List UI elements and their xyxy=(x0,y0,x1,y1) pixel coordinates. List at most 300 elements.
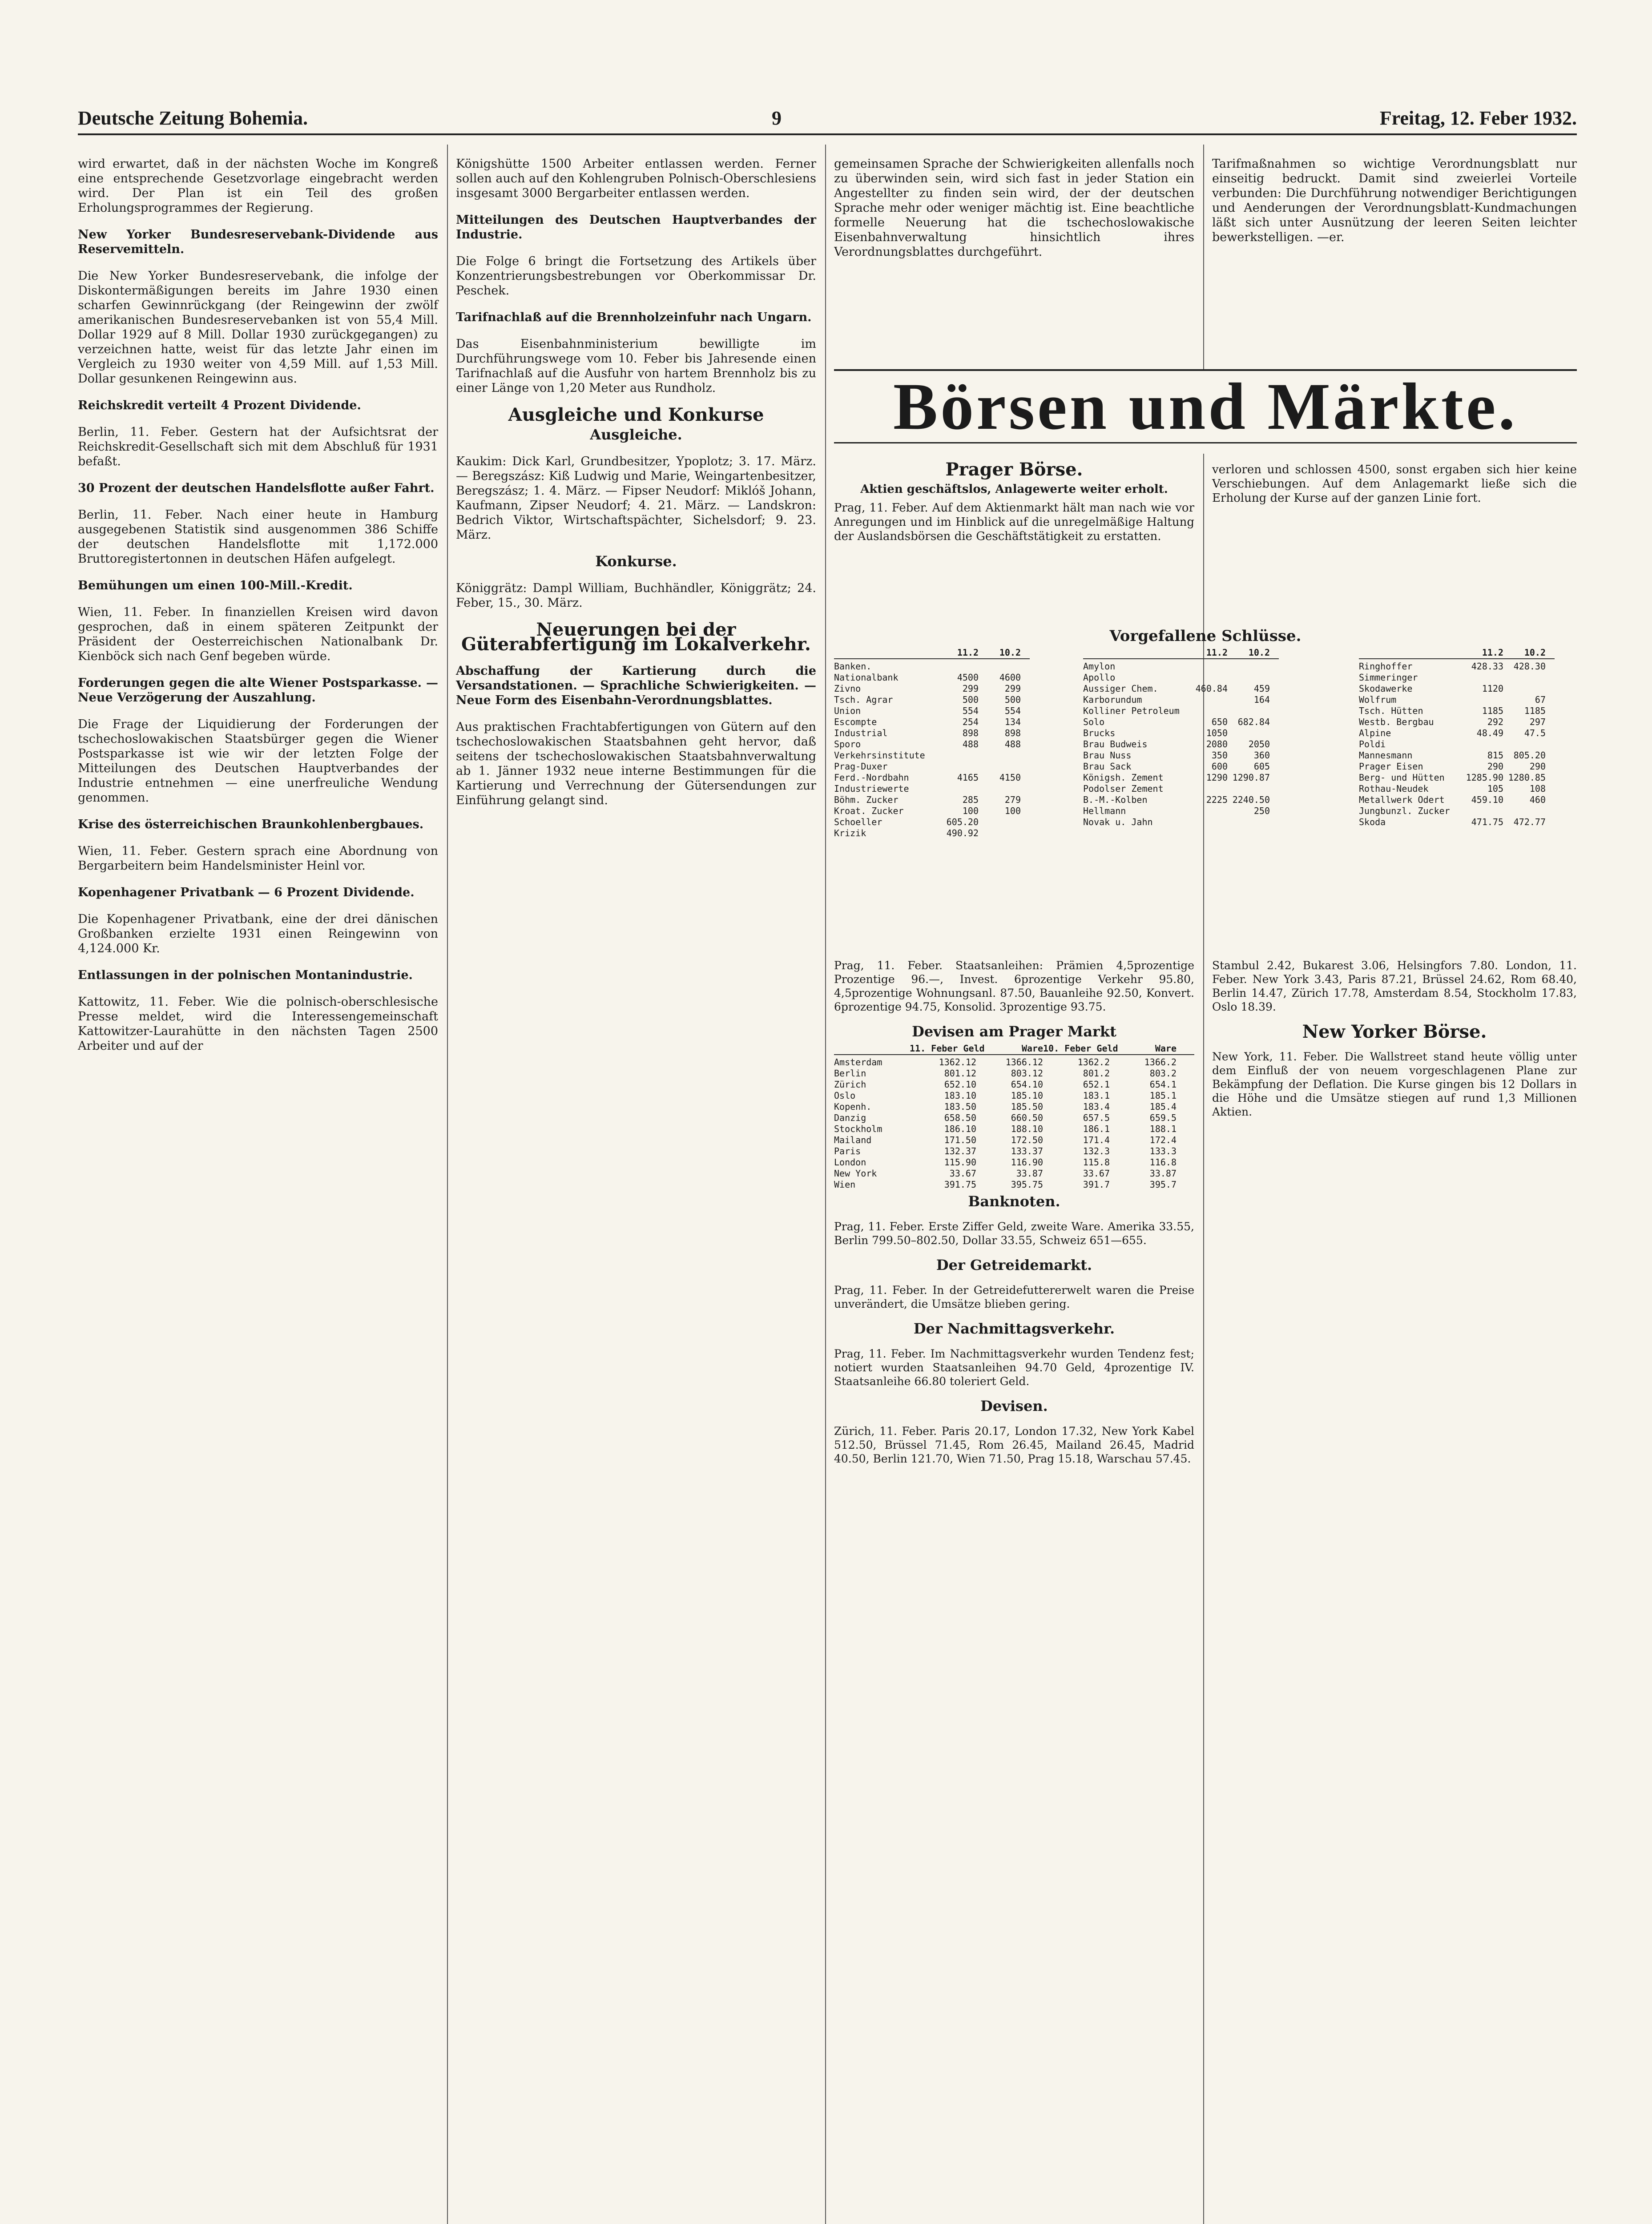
rate-cell: 188.1 xyxy=(1149,1124,1177,1134)
currency-name: Paris xyxy=(834,1146,861,1156)
price-cell: 1185 xyxy=(1482,705,1503,716)
column-3-lower xyxy=(834,947,1194,1477)
currency-name: Oslo xyxy=(834,1090,856,1101)
table-row xyxy=(834,806,1030,817)
price-cell xyxy=(1228,661,1270,672)
table-header: 11.2 10.2 xyxy=(1359,647,1555,659)
price-cell: 460.84 xyxy=(1195,683,1228,694)
rate-cell: 391.75 xyxy=(944,1179,976,1190)
currency-name: Amsterdam xyxy=(834,1057,882,1068)
table-row xyxy=(834,761,1030,772)
table-row xyxy=(1083,806,1279,817)
grain-market-text: Prag, 11. Feber. In der Getreidefuttererwelt waren die Preise unverändert, die Umsätze blieben gering. xyxy=(834,1284,1194,1310)
currency-row xyxy=(834,1112,1194,1124)
price-cell xyxy=(1185,817,1228,828)
subsection-heading: Konkurse. xyxy=(595,553,677,570)
table-body xyxy=(834,661,1030,839)
security-name: Königsh. Zement xyxy=(1083,772,1164,783)
newspaper-page xyxy=(78,107,1577,2224)
price-cell: 292 xyxy=(1487,717,1503,727)
table-row xyxy=(834,739,1030,750)
currency-table xyxy=(834,1043,1194,1190)
price-cell: 279 xyxy=(1004,794,1021,805)
closing-prices-title: Vorgefallene Schlüsse. xyxy=(1109,627,1301,645)
table-row xyxy=(1083,772,1279,783)
article-heading: Reichskredit verteilt 4 Prozent Dividende. xyxy=(78,399,361,412)
security-name: Jungbunzl. Zucker xyxy=(1359,806,1450,816)
table-row xyxy=(834,794,1030,806)
rate-cell: 33.87 xyxy=(1016,1168,1043,1179)
price-cell: 290 xyxy=(1487,761,1503,772)
price-cell xyxy=(1503,683,1546,694)
table-row xyxy=(834,717,1030,728)
price-cell xyxy=(1185,705,1228,717)
afternoon-trading-title: Der Nachmittagsverkehr. xyxy=(913,1320,1115,1337)
security-name: Banken. xyxy=(834,661,872,672)
table-row xyxy=(1359,772,1555,783)
prague-exchange-report xyxy=(834,459,1194,544)
security-name: Schoeller xyxy=(834,817,882,827)
price-cell: 67 xyxy=(1535,694,1546,705)
article-text: wird erwartet, daß in der nächsten Woche im Kongreß eine entsprechende Gesetzvorlage eingebracht werden wird. Der Plan ist ein Teil des großen Erholungsprogrammes der Regierung. xyxy=(78,157,438,215)
security-name: Skodawerke xyxy=(1359,683,1413,694)
price-cell: 290 xyxy=(1529,761,1546,772)
rate-cell: 33.67 xyxy=(949,1168,976,1179)
article-heading: Krise des österreichischen Braunkohlenbergbaues. xyxy=(78,818,424,831)
security-name: Metallwerk Odert xyxy=(1359,794,1445,805)
section-heading: Ausgleiche und Konkurse xyxy=(508,404,764,425)
table-row xyxy=(1083,705,1279,717)
price-cell xyxy=(979,750,1021,761)
table-row xyxy=(834,828,1030,839)
article-text: Die Kopenhagener Privatbank, eine der drei dänischen Großbanken erzielte 1931 einen Reingewinn von 4,124.000 Kr. xyxy=(78,912,438,955)
price-cell: 1280.85 xyxy=(1508,772,1546,783)
rate-cell: 654.1 xyxy=(1149,1079,1177,1090)
price-cell: 299 xyxy=(962,683,979,694)
banknotes-text: Prag, 11. Feber. Erste Ziffer Geld, zweite Ware. Amerika 33.55, Berlin 799.50–802.50, Dollar 33.55, Schweiz 651—655. xyxy=(834,1220,1194,1247)
new-york-exchange-title: New Yorker Börse. xyxy=(1302,1021,1487,1042)
article-text: Berlin, 11. Feber. Gestern hat der Aufsichtsrat der Reichskredit-Gesellschaft sich mit dem Abschluß für 1931 befaßt. xyxy=(78,425,438,468)
security-name: Brau Budweis xyxy=(1083,739,1148,749)
price-cell: 48.49 xyxy=(1476,728,1503,738)
security-name: Böhm. Zucker xyxy=(834,794,899,805)
security-name: Apollo xyxy=(1083,672,1116,683)
price-cell: 285 xyxy=(962,794,979,805)
price-cell: 682.84 xyxy=(1237,717,1270,727)
security-name: Brau Nuss xyxy=(1083,750,1132,761)
price-cell: 108 xyxy=(1529,783,1546,794)
price-cell: 2240.50 xyxy=(1232,794,1270,805)
currency-name: Wien xyxy=(834,1179,856,1190)
rate-cell: 183.4 xyxy=(1083,1101,1110,1112)
price-cell: 898 xyxy=(962,728,979,738)
security-name: Verkehrsinstitute xyxy=(834,750,925,761)
security-name: Rothau-Neudek xyxy=(1359,783,1429,794)
price-cell: 471.75 xyxy=(1471,817,1503,827)
column-4-lower xyxy=(1212,947,1577,1130)
article-heading: Mitteilungen des Deutschen Hauptverbandes der Industrie. xyxy=(456,213,816,242)
rate-cell: 33.87 xyxy=(1149,1168,1177,1179)
table-row xyxy=(1083,728,1279,739)
price-cell: 650 xyxy=(1211,717,1228,727)
price-cell: 805.20 xyxy=(1513,750,1546,761)
currency-table-title: Devisen am Prager Markt xyxy=(912,1023,1116,1040)
security-name: Industriewerte xyxy=(834,783,909,794)
article-text: Wien, 11. Feber. Gestern sprach eine Abordnung von Bergarbeitern beim Handelsminister Heinl vor. xyxy=(78,844,438,873)
rate-cell: 1362.2 xyxy=(1077,1057,1110,1068)
article-heading: Tarifnachlaß auf die Brennholzeinfuhr nach Ungarn. xyxy=(456,310,812,324)
page-header xyxy=(78,107,1577,135)
table-row xyxy=(1359,661,1555,672)
rate-cell: 185.4 xyxy=(1149,1101,1177,1112)
security-name: Tsch. Agrar xyxy=(834,694,893,705)
price-cell: 4150 xyxy=(999,772,1021,783)
price-cell: 299 xyxy=(1004,683,1021,694)
price-cell xyxy=(979,761,1021,772)
currency-table-header xyxy=(834,1043,1194,1055)
currency-row xyxy=(834,1124,1194,1135)
currency-row xyxy=(834,1146,1194,1157)
table-row xyxy=(1359,694,1555,705)
bonds-report: Prag, 11. Feber. Staatsanleihen: Prämien 4,5prozentige Prozentige 96.—, Invest. 6prozentige Verkehr 95.80, 4,5prozentige Wohnungsanl. 87.50, Bauanleihe 92.50, Konvert. 6prozentige 94.75, Konsolid. 3prozentige 93.75. xyxy=(834,959,1194,1013)
rate-cell: 132.37 xyxy=(944,1146,976,1156)
table-row xyxy=(1359,817,1555,828)
rate-cell: 183.10 xyxy=(944,1090,976,1101)
price-cell xyxy=(1461,672,1503,683)
table-row xyxy=(834,750,1030,761)
rate-cell: 33.67 xyxy=(1083,1168,1110,1179)
security-name: Kroat. Zucker xyxy=(834,806,904,816)
security-name: Union xyxy=(834,705,861,716)
price-table-3 xyxy=(1359,647,1555,828)
rate-cell: 133.3 xyxy=(1149,1146,1177,1156)
report-title: Prager Börse. xyxy=(945,459,1083,480)
rate-cell: 133.37 xyxy=(1011,1146,1043,1156)
security-name: Aussiger Chem. xyxy=(1083,683,1158,694)
article-text: Königgrätz: Dampl William, Buchhändler, Königgrätz; 24. Feber, 15., 30. März. xyxy=(456,581,816,610)
table-row xyxy=(1083,739,1279,750)
column-rule xyxy=(1203,145,1204,369)
rate-cell: 803.12 xyxy=(1011,1068,1043,1079)
price-cell: 100 xyxy=(962,806,979,816)
currency-name: Danzig xyxy=(834,1112,866,1123)
price-cell xyxy=(979,817,1021,828)
security-name: Sporo xyxy=(834,739,861,749)
price-cell: 2080 xyxy=(1206,739,1228,749)
price-cell xyxy=(1228,728,1270,739)
rate-cell: 183.50 xyxy=(944,1101,976,1112)
table-row xyxy=(1359,728,1555,739)
price-cell: 1120 xyxy=(1482,683,1503,694)
currency-name: Zürich xyxy=(834,1079,866,1090)
price-cell: 134 xyxy=(1004,717,1021,727)
column-2 xyxy=(456,145,816,820)
currency-name: Berlin xyxy=(834,1068,866,1079)
rate-cell: 1362.12 xyxy=(939,1057,976,1068)
security-name: Industrial xyxy=(834,728,888,738)
price-cell xyxy=(1228,672,1270,683)
column-4-top xyxy=(1212,145,1577,358)
price-cell xyxy=(979,828,1021,839)
security-name: Poldi xyxy=(1359,739,1386,749)
table-body xyxy=(1359,661,1555,828)
price-cell: 100 xyxy=(1004,806,1021,816)
article-heading: 30 Prozent der deutschen Handelsflotte außer Fahrt. xyxy=(78,481,435,495)
price-cell: 488 xyxy=(1004,739,1021,749)
article-text: Aus praktischen Frachtabfertigungen von Gütern auf den tschechoslowakischen Staatsbahnen geht hervor, daß seitens der tschechoslowakischen Staatsbahnverwaltung ab 1. Jänner 1932 neue interne Bestimmungen für die Kartierung und Verrechnung der Gütersendungen zur Einführung gelangt sind. xyxy=(456,720,816,807)
price-cell: 250 xyxy=(1253,806,1270,816)
table-row xyxy=(1083,694,1279,705)
article-text: Das Eisenbahnministerium bewilligte im Durchführungswege vom 10. Feber bis Jahresende einen Tarifnachlaß auf die Ausfuhr von hartem Brennholz bis zu einer Länge von 1,20 Meter aus Rundholz. xyxy=(456,337,816,395)
table-row xyxy=(1083,661,1279,672)
price-cell: 815 xyxy=(1487,750,1503,761)
article-text: Kaukim: Dick Karl, Grundbesitzer, Ypoplotz; 3. 17. März. — Beregszász: Kiß Ludwig und Marie, Weingartenbesitzer, Beregszász; 1. 4. März. — Fipser Neudorf: Miklóš Johann, Kaufmann, Zipser Neudorf; 4. 21. März. — Landskron: Bedrich Viktor, Wirtschaftspächter, Sichelsdorf; 9. 23. März. xyxy=(456,455,816,542)
rate-cell: 395.7 xyxy=(1149,1179,1177,1190)
security-name: Simmeringer xyxy=(1359,672,1418,683)
article-heading: Forderungen gegen die alte Wiener Postsparkasse. — Neue Verzögerung der Auszahlung. xyxy=(78,676,438,705)
table-row xyxy=(834,772,1030,783)
markets-section-title: Börsen und Märkte. xyxy=(834,369,1577,443)
article-text: verloren und schlossen 4500, sonst ergaben sich hier keine Verschiebungen. Auf dem Anlagemarkt ließe sich die Erholung der Kurse auf der ganzen Linie fort. xyxy=(1212,463,1577,505)
rate-cell: 803.2 xyxy=(1149,1068,1177,1079)
currency-row xyxy=(834,1157,1194,1168)
price-cell: 350 xyxy=(1211,750,1228,761)
table-header: 11.2 10.2 xyxy=(1083,647,1279,659)
table-row xyxy=(1083,761,1279,772)
price-cell: 459.10 xyxy=(1471,794,1503,805)
table-row xyxy=(834,694,1030,705)
security-name: Nationalbank xyxy=(834,672,899,683)
price-cell: 1050 xyxy=(1206,728,1228,738)
column-header xyxy=(834,1043,910,1054)
currency-row xyxy=(834,1179,1194,1190)
price-cell xyxy=(1503,806,1546,817)
article-text: Die New Yorker Bundesreservebank, die infolge der Diskontermäßigungen bereits im Jahre 1930 einen scharfen Gewinnrückgang (der Reingewinn der zwölf amerikanischen Bundesreservebanken ist von 55,4 Mill. Dollar 1929 auf 8 Mill. Dollar 1930 zurückgegangen) zu verzeichnen hatte, weist für das letzte Jahr einen im Vergleich zu 1930 weiter von 4,59 Mill. auf 1,53 Mill. Dollar gesunkenen Reingewinn aus. xyxy=(78,269,438,386)
price-cell: 254 xyxy=(962,717,979,727)
currency-name: London xyxy=(834,1157,866,1168)
price-cell xyxy=(1185,672,1228,683)
table-row xyxy=(1083,672,1279,683)
currency-table-body xyxy=(834,1057,1194,1190)
rate-cell: 1366.12 xyxy=(1005,1057,1043,1068)
section-heading: Neuerungen bei der Güterabfertigung im Lokalverkehr. xyxy=(461,619,811,655)
table-row xyxy=(834,672,1030,683)
foreign-exchange-text: Zürich, 11. Feber. Paris 20.17, London 17.32, New York Kabel 512.50, Brüssel 71.45, Rom 26.45, Mailand 26.45, Madrid 40.50, Berlin 121.70, Wien 71.50, Prag 15.18, Warschau 57.45. xyxy=(834,1425,1194,1465)
column-1 xyxy=(78,145,438,1065)
price-cell: 4165 xyxy=(957,772,979,783)
column-header: Ware xyxy=(1155,1043,1177,1054)
price-cell: 2050 xyxy=(1248,739,1270,749)
price-cell: 360 xyxy=(1253,750,1270,761)
price-cell: 898 xyxy=(1004,728,1021,738)
rate-cell: 1366.2 xyxy=(1144,1057,1177,1068)
column-header: 11. Feber Geld xyxy=(910,1043,985,1054)
currency-row xyxy=(834,1079,1194,1090)
table-body xyxy=(1083,661,1279,828)
table-row xyxy=(1359,705,1555,717)
security-name: Skoda xyxy=(1359,817,1386,827)
rate-cell: 116.8 xyxy=(1149,1157,1177,1168)
article-heading: Kopenhagener Privatbank — 6 Prozent Dividende. xyxy=(78,886,415,899)
foreign-exchange-report: Stambul 2.42, Bukarest 3.06, Helsingfors 7.80. London, 11. Feber. New York 3.43, Paris 87.21, Brüssel 24.62, Rom 68.40, Berlin 14.47, Zürich 17.78, Amsterdam 8.54, Stockholm 17.83, Oslo 18.39. xyxy=(1212,959,1577,1013)
article-subheading: Abschaffung der Kartierung durch die Versandstationen. — Sprachliche Schwierigkeiten. — Neue Form des Eisenbahn-Verordnungsblattes. xyxy=(456,664,816,707)
column-4-mid xyxy=(1212,463,1577,505)
price-cell: 297 xyxy=(1529,717,1546,727)
table-row xyxy=(1359,794,1555,806)
security-name: Solo xyxy=(1083,717,1105,727)
security-name: Zivno xyxy=(834,683,861,694)
afternoon-trading-text: Prag, 11. Feber. Im Nachmittagsverkehr wurden Tendenz fest; notiert wurden Staatsanleihen 94.70 Geld, 4prozentige IV. Staatsanleihe 66.80 toleriert Geld. xyxy=(834,1347,1194,1388)
security-name: Brucks xyxy=(1083,728,1116,738)
article-text: Tarifmaßnahmen so wichtige Verordnungsblatt nur einseitig bedruckt. Damit sind zweierlei Vorteile verbunden: Die Durchführung notwendiger Berichtigungen und Aenderungen der Verordnungsblatt-Kundmachungen läßt sich unter Ausnützung der leeren Seiten leichter bewerkstelligen. —er. xyxy=(1212,157,1577,244)
price-cell xyxy=(936,783,979,794)
price-cell xyxy=(1503,739,1546,750)
table-row xyxy=(834,783,1030,794)
security-name: Kolliner Petroleum xyxy=(1083,705,1180,716)
security-name: Prag-Duxer xyxy=(834,761,888,772)
security-name: Wolfrum xyxy=(1359,694,1397,705)
column-3-top xyxy=(834,145,1194,358)
table-row xyxy=(1359,750,1555,761)
security-name: Berg- und Hütten xyxy=(1359,772,1445,783)
price-cell xyxy=(936,750,979,761)
column-header: Ware xyxy=(1021,1043,1043,1054)
rate-cell: 172.4 xyxy=(1149,1135,1177,1145)
article-text: Berlin, 11. Feber. Nach einer heute in Hamburg ausgegebenen Statistik sind ausgenommen 386 Schiffe der deutschen Handelsflotte mit 1,172.000 Bruttoregistertonnen in deutschen Häfen aufgelegt. xyxy=(78,508,438,566)
security-name: Karborundum xyxy=(1083,694,1142,705)
table-row xyxy=(1359,717,1555,728)
price-cell xyxy=(979,783,1021,794)
article-text: Die Frage der Liquidierung der Forderungen der tschechoslowakischen Staatsbürger gegen die Wiener Postsparkasse ist wie wir der letzten Folge der Mitteilungen des Deutschen Hauptverbandes der Industrie entnehmen — eine unerfreuliche Wendung genommen. xyxy=(78,717,438,805)
price-cell: 500 xyxy=(962,694,979,705)
table-row xyxy=(1083,750,1279,761)
currency-name: New York xyxy=(834,1168,877,1179)
security-name: Westb. Bergbau xyxy=(1359,717,1434,727)
security-name: Prager Eisen xyxy=(1359,761,1423,772)
price-cell: 490.92 xyxy=(946,828,979,838)
currency-name: Kopenh. xyxy=(834,1101,872,1112)
security-name: Krizik xyxy=(834,828,866,838)
table-row xyxy=(1083,683,1279,694)
price-cell xyxy=(1461,694,1503,705)
rate-cell: 185.10 xyxy=(1011,1090,1043,1101)
price-cell: 460 xyxy=(1529,794,1546,805)
rate-cell: 660.50 xyxy=(1011,1112,1043,1123)
security-name: Brau Sack xyxy=(1083,761,1132,772)
price-cell: 1185 xyxy=(1524,705,1546,716)
price-cell xyxy=(1461,806,1503,817)
article-text: Wien, 11. Feber. In finanziellen Kreisen wird davon gesprochen, daß in einem späteren Zeitpunkt der Präsident der Oesterreichischen Nationalbank Dr. Kienböck sich nach Genf begeben würde. xyxy=(78,605,438,663)
currency-row xyxy=(834,1057,1194,1068)
rate-cell: 801.12 xyxy=(944,1068,976,1079)
table-row xyxy=(1359,761,1555,772)
table-row xyxy=(834,705,1030,717)
rate-cell: 186.10 xyxy=(944,1124,976,1134)
security-name: Ferd.-Nordbahn xyxy=(834,772,909,783)
article-heading: New Yorker Bundesreservebank-Dividende aus Reservemitteln. xyxy=(78,228,438,256)
table-row xyxy=(1083,783,1279,794)
column-rule xyxy=(447,145,448,2224)
price-cell xyxy=(1228,783,1270,794)
currency-name: Stockholm xyxy=(834,1124,882,1134)
security-name: B.-M.-Kolben xyxy=(1083,794,1148,805)
price-cell xyxy=(936,661,979,672)
price-cell: 1290 xyxy=(1206,772,1228,783)
price-cell: 500 xyxy=(1004,694,1021,705)
rate-cell: 132.3 xyxy=(1083,1146,1110,1156)
article-text: Königshütte 1500 Arbeiter entlassen werden. Ferner sollen auch auf den Kohlengruben Polnisch-Oberschlesiens insgesamt 3000 Bergarbeiter entlassen werden. xyxy=(456,157,816,200)
price-cell: 554 xyxy=(962,705,979,716)
article-text: Die Folge 6 bringt die Fortsetzung des Artikels über Konzentrierungsbestrebungen vor Oberkommissar Dr. Peschek. xyxy=(456,254,816,298)
table-row xyxy=(1359,672,1555,683)
price-cell: 600 xyxy=(1211,761,1228,772)
column-header: 10. Feber Geld xyxy=(1043,1043,1118,1054)
rate-cell: 657.5 xyxy=(1083,1112,1110,1123)
table-row xyxy=(1359,806,1555,817)
security-name: Escompte xyxy=(834,717,877,727)
price-cell: 428.33 xyxy=(1471,661,1503,672)
security-name: Amylon xyxy=(1083,661,1116,672)
rate-cell: 801.2 xyxy=(1083,1068,1110,1079)
table-row xyxy=(1083,717,1279,728)
security-name: Hellmann xyxy=(1083,806,1126,816)
price-cell: 164 xyxy=(1253,694,1270,705)
subsection-heading: Ausgleiche. xyxy=(590,426,682,443)
price-cell xyxy=(1185,661,1228,672)
rate-cell: 115.8 xyxy=(1083,1157,1110,1168)
table-row xyxy=(1083,817,1279,828)
report-text: Prag, 11. Feber. Auf dem Aktienmarkt hält man nach wie vor Anregungen und im Hinblick auf die unregelmäßige Haltung der Auslandsbörsen die Geschäftstätigkeit zu erstatten. xyxy=(834,501,1194,543)
newspaper-name: Deutsche Zeitung Bohemia. xyxy=(78,107,308,129)
article-text: gemeinsamen Sprache der Schwierigkeiten allenfalls noch zu überwinden sein, wird sich fast in jeder Station ein Angestellter zu finden sein wird, der der deutschen Sprache mehr oder weniger mächtig ist. Eine beachtliche formelle Neuerung hat die tschechoslowakische Eisenbahnverwaltung hinsichtlich ihres Verordnungsblattes durchgeführt. xyxy=(834,157,1194,259)
price-cell xyxy=(1228,705,1270,717)
price-cell xyxy=(936,761,979,772)
price-cell: 47.5 xyxy=(1524,728,1546,738)
article-text: Kattowitz, 11. Feber. Wie die polnisch-oberschlesische Presse meldet, wird die Interessengemeinschaft Kattowitzer-Laurahütte in den nächsten Tagen 2500 Arbeiter und auf der xyxy=(78,995,438,1053)
security-name: Alpine xyxy=(1359,728,1391,738)
rate-cell: 654.10 xyxy=(1011,1079,1043,1090)
rate-cell: 186.1 xyxy=(1083,1124,1110,1134)
foreign-exchange-title: Devisen. xyxy=(980,1398,1048,1414)
table-row xyxy=(834,817,1030,828)
currency-name: Mailand xyxy=(834,1135,872,1145)
price-cell xyxy=(1185,806,1228,817)
price-cell: 605.20 xyxy=(946,817,979,827)
rate-cell: 658.50 xyxy=(944,1112,976,1123)
price-table-1 xyxy=(834,647,1030,839)
security-name: Podolser Zement xyxy=(1083,783,1164,794)
table-row xyxy=(834,728,1030,739)
issue-date: Freitag, 12. Feber 1932. xyxy=(1379,107,1577,129)
table-row xyxy=(834,683,1030,694)
rate-cell: 185.1 xyxy=(1149,1090,1177,1101)
rate-cell: 171.4 xyxy=(1083,1135,1110,1145)
rate-cell: 188.10 xyxy=(1011,1124,1043,1134)
rate-cell: 171.50 xyxy=(944,1135,976,1145)
currency-row xyxy=(834,1135,1194,1146)
rate-cell: 652.10 xyxy=(944,1079,976,1090)
grain-market-title: Der Getreidemarkt. xyxy=(936,1257,1092,1273)
price-cell: 4600 xyxy=(999,672,1021,683)
table-header: 11.2 10.2 xyxy=(834,647,1030,659)
article-heading: Bemühungen um einen 100-Mill.-Kredit. xyxy=(78,579,353,592)
price-cell xyxy=(979,661,1021,672)
price-cell: 459 xyxy=(1253,683,1270,694)
price-cell: 1285.90 xyxy=(1466,772,1503,783)
price-cell: 554 xyxy=(1004,705,1021,716)
rate-cell: 395.75 xyxy=(1011,1179,1043,1190)
table-row xyxy=(1083,794,1279,806)
